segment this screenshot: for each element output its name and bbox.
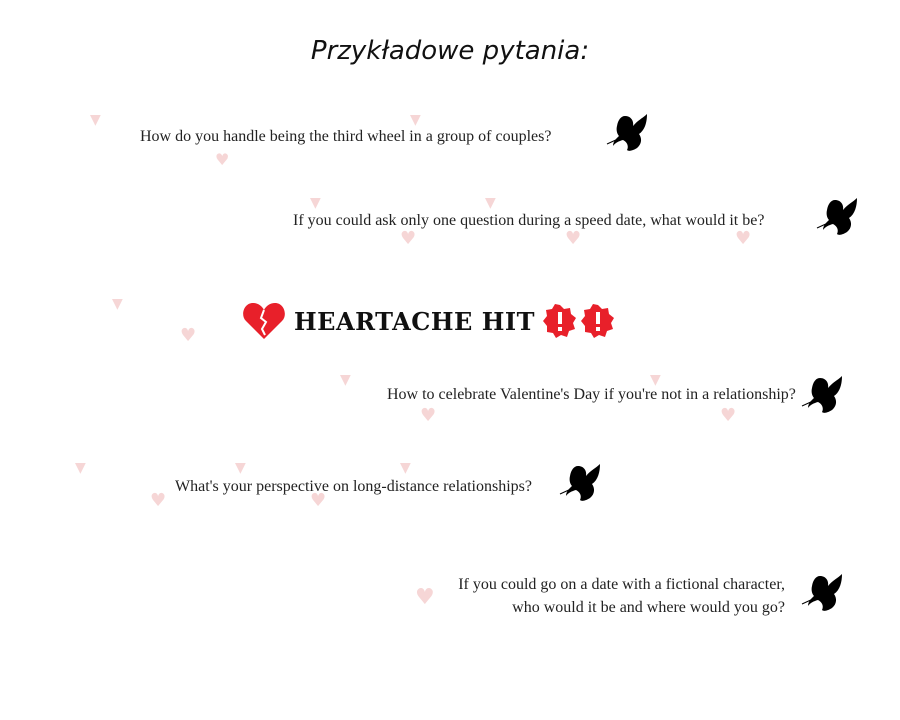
heart-decor-icon: ♥ bbox=[415, 585, 435, 610]
heart-decor-icon: ▼ bbox=[235, 460, 246, 476]
heart-decor-icon: ♥ bbox=[565, 228, 582, 249]
heart-decor-icon: ♥ bbox=[400, 228, 417, 249]
heartache-banner bbox=[242, 300, 619, 342]
heart-decor-icon: ♥ bbox=[310, 490, 327, 511]
heart-decor-icon: ♥ bbox=[720, 405, 737, 426]
question-1: How do you handle being the third wheel in a group of couples? bbox=[140, 128, 552, 145]
heart-decor-icon: ▼ bbox=[112, 296, 123, 312]
cupid-icon bbox=[558, 462, 602, 508]
question-5-line2: who would it be and where would you go? bbox=[512, 599, 785, 616]
cupid-icon bbox=[800, 374, 844, 420]
heart-decor-icon: ♥ bbox=[180, 325, 197, 346]
heart-decor-icon: ♥ bbox=[735, 228, 752, 249]
question-2: If you could ask only one question during a speed date, what would it be? bbox=[293, 212, 765, 229]
heart-decor-icon: ♥ bbox=[420, 405, 437, 426]
heart-decor-icon: ▼ bbox=[410, 112, 421, 128]
heart-decor-icon: ♥ bbox=[150, 490, 167, 511]
exclamation-badge-icon bbox=[581, 304, 615, 338]
cupid-icon bbox=[605, 112, 649, 158]
banner-text: HEARTACHE HIT bbox=[294, 306, 535, 336]
broken-heart-icon bbox=[242, 301, 286, 341]
heart-decor-icon: ▼ bbox=[75, 460, 86, 476]
cupid-icon bbox=[815, 196, 859, 242]
heart-decor-icon: ♥ bbox=[215, 150, 230, 169]
cupid-icon bbox=[800, 572, 844, 618]
heart-decor-icon: ▼ bbox=[400, 460, 411, 476]
exclamation-badge-icon bbox=[543, 304, 577, 338]
question-5 bbox=[455, 573, 785, 619]
heart-decor-icon: ▼ bbox=[90, 112, 101, 128]
heart-decor-icon: ▼ bbox=[485, 195, 496, 211]
heart-decor-icon: ▼ bbox=[340, 372, 351, 388]
page-title: Przykładowe pytania: bbox=[310, 36, 590, 66]
heart-decor-icon: ▼ bbox=[310, 195, 321, 211]
heart-decor-icon: ▼ bbox=[650, 372, 661, 388]
question-5-line1: If you could go on a date with a fictional character, bbox=[458, 576, 785, 593]
question-3: How to celebrate Valentine's Day if you're not in a relationship? bbox=[387, 386, 796, 403]
question-4: What's your perspective on long-distance relationships? bbox=[175, 478, 532, 495]
